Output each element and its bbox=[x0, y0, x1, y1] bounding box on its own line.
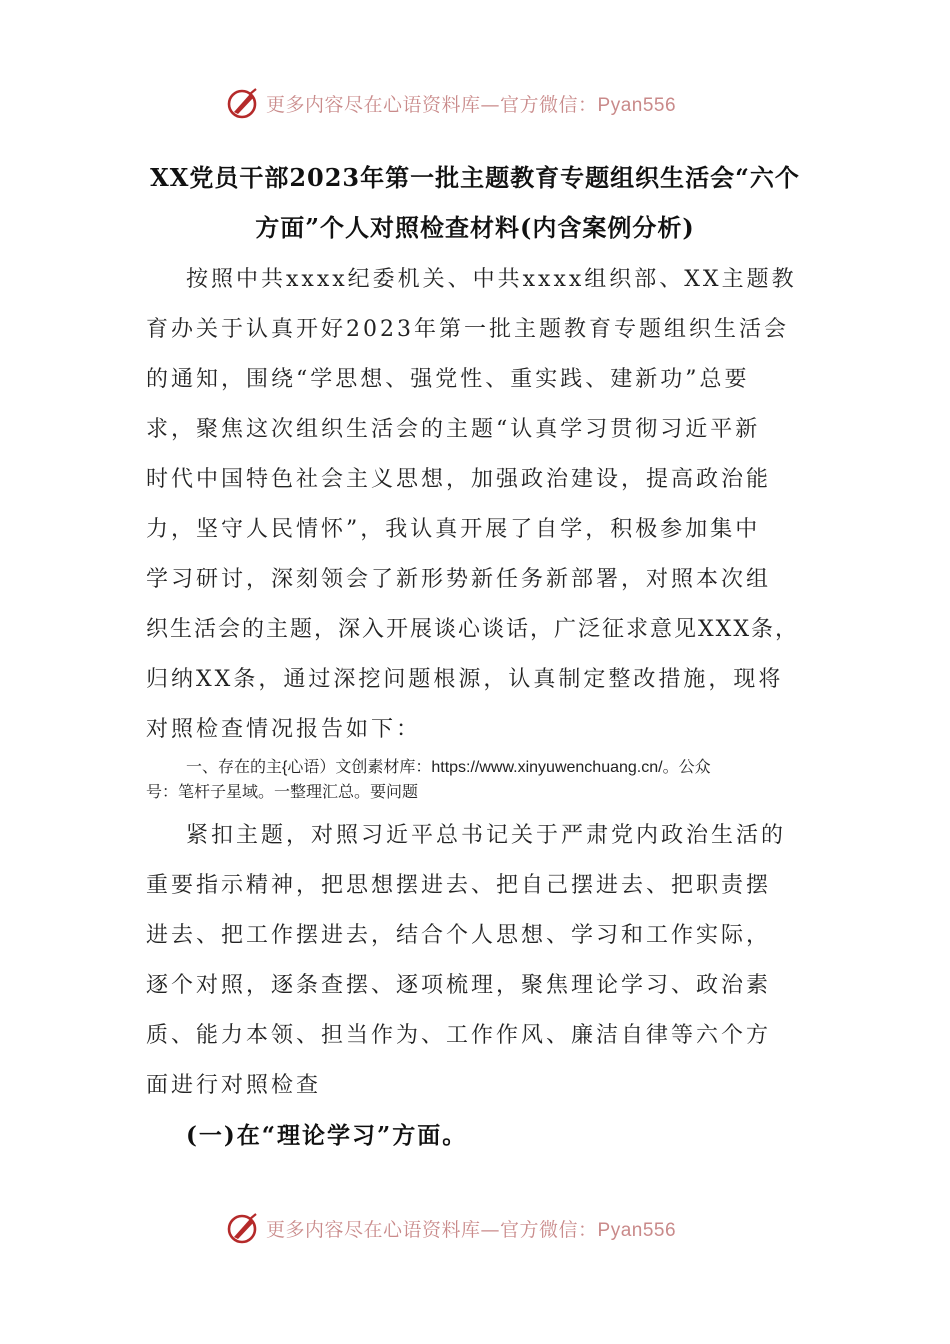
paragraph-line: 逐个对照，逐条查摆、逐项梳理，聚焦理论学习、政治素 bbox=[146, 973, 772, 998]
document-title-line-2: 方面”个人对照检查材料(内含案例分析) bbox=[255, 213, 695, 242]
pen-circle-logo-icon bbox=[226, 1211, 260, 1245]
bottom-banner bbox=[0, 1207, 950, 1251]
pen-circle-logo-icon bbox=[226, 86, 260, 120]
paragraph-line: 进去、把工作摆进去，结合个人思想、学习和工作实际， bbox=[146, 923, 772, 948]
paragraph-line: 对照检查情况报告如下： bbox=[146, 717, 422, 742]
paragraph-line: 学习研讨，深刻领会了新形势新任务新部署，对照本次组 bbox=[146, 567, 772, 592]
paragraph-line: 时代中国特色社会主义思想，加强政治建设，提高政治能 bbox=[146, 467, 772, 492]
paragraph-line: 归纳XX条，通过深挖问题根源，认真制定整改措施，现将 bbox=[146, 667, 784, 692]
top-banner bbox=[0, 82, 950, 126]
paragraph-line: 力，坚守人民情怀”，我认真开展了自学，积极参加集中 bbox=[146, 517, 761, 542]
document-title-line-1: XX党员干部2023年第一批主题教育专题组织生活会“六个 bbox=[150, 163, 800, 192]
paragraph-line: 按照中共xxxx纪委机关、中共xxxx组织部、XX主题教 bbox=[186, 267, 797, 292]
source-note-line-2: 号：笔杆子星域。一整理汇总。要问题 bbox=[146, 784, 419, 801]
paragraph-line: 重要指示精神，把思想摆进去、把自己摆进去、把职责摆 bbox=[146, 873, 772, 898]
paragraph-line: 育办关于认真开好2023年第一批主题教育专题组织生活会 bbox=[146, 317, 789, 342]
paragraph-line: 织生活会的主题，深入开展谈心谈话，广泛征求意见XXX条， bbox=[146, 617, 799, 642]
banner-text: 更多内容尽在心语资料库—官方微信：Pyan556 bbox=[266, 1218, 677, 1241]
source-note-line-1: 一、存在的主{心语）文创素材库：https://www.xinyuwenchuang.cn/。公众 bbox=[186, 759, 711, 776]
paragraph-line: 紧扣主题，对照习近平总书记关于严肃党内政治生活的 bbox=[186, 823, 787, 848]
banner-text: 更多内容尽在心语资料库—官方微信：Pyan556 bbox=[266, 93, 677, 116]
paragraph-line: 的通知，围绕“学思想、强党性、重实践、建新功”总要 bbox=[146, 367, 750, 392]
paragraph-line: 求，聚焦这次组织生活会的主题“认真学习贯彻习近平新 bbox=[146, 417, 761, 442]
paragraph-line: 面进行对照检查 bbox=[146, 1073, 322, 1098]
section-heading: (一)在“理论学习”方面。 bbox=[186, 1122, 468, 1149]
paragraph-line: 质、能力本领、担当作为、工作作风、廉洁自律等六个方 bbox=[146, 1023, 772, 1048]
